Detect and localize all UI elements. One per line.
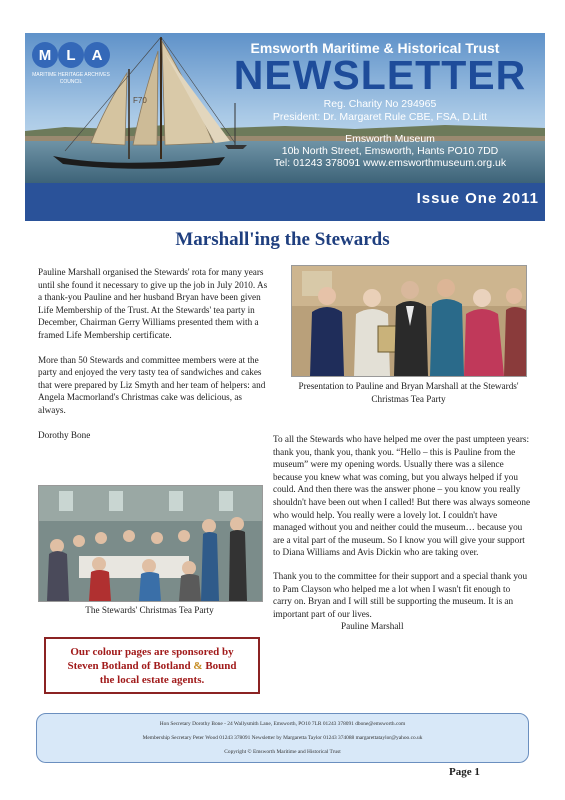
paragraph: Pauline Marshall organised the Stewards' rota for many years until she found it necessary to give up the job in July 2010. As a thank-you Pauline and her husband Bryan have been given Life Membership of the Trust. At the Stewards' tea party in December, Chairman Gerry Williams presented them with a framed Life Membership certificate. [38,267,268,340]
sponsor-ampersand: & [193,660,203,672]
footer-secretary: Hon Secretary Dorothy Bone - 24 Wallysmith Lane, Emsworth, PO10 7LR 01243 378091 dbone@emsworth.com [159,721,406,727]
article-right-column [273,433,531,633]
paragraph: To all the Stewards who have helped me over the past umpteen years: thank you, thank you, thank you. “Hello – this is Pauline from the museum” were my opening words. Usually there was a silence because you knew what was coming, but you always helped if you could. And then there was the answer phone – you know you really shouldn't have been out when I called! But there was always someone who would help. You really were a lovely lot. I couldn't have managed without you and neither could the museum… because you are a vital part of the museum. So I know you will give your support to Diana Williams and Avis Dickin who are taking over. [273,434,531,558]
author-signature: Dorothy Bone [38,429,91,440]
logo-subtitle: MARITIME HERITAGE ARCHIVES [32,72,110,78]
sponsor-box [44,637,260,694]
paragraph: Thank you to the committee for their support and a special thank you to Pam Clayson who helped me a lot when I wasn't fit enough to carry on. Bryan and I will still be supporting the museum. It is an important part of our lives. [273,570,528,619]
author-signature: Pauline Marshall [341,621,404,632]
sail-number: F70 [133,96,147,105]
photo-caption: The Stewards' Christmas Tea Party [85,605,214,615]
article-headline: Marshall'ing the Stewards [175,229,390,250]
logo-letter: A [91,47,103,64]
logo-subtitle-2: COUNCIL [59,79,83,85]
museum-contact: Tel: 01243 378091 www.emsworthmuseum.org.uk [273,157,507,169]
sponsor-line [46,659,258,673]
logo-letter: M [38,47,52,64]
museum-address: 10b North Street, Emsworth, Hants PO10 7DD [281,145,499,157]
issue-label: Issue One 2011 [416,190,539,207]
sponsor-line: the local estate agents. [99,674,205,686]
charity-number: Reg. Charity No 294965 [323,98,437,110]
photo-caption: Presentation to Pauline and Bryan Marshall at the Stewards' Christmas Tea Party [298,381,519,404]
footer-copyright: Copyright © Emsworth Maritime and Historical Trust [224,749,341,755]
page-number: Page 1 [449,766,480,778]
president-line: President: Dr. Margaret Rule CBE, FSA, D.Litt [272,111,488,123]
paragraph: More than 50 Stewards and committee members were at the party and enjoyed the very tasty tea of sandwiches and cakes that were prepared by Liz Smyth and her team of helpers: and Angela Macmorland's Christmas cake was delicious, as always. [38,354,266,415]
sponsor-name-end: Bound [202,660,237,672]
sponsor-name: Steven Botland of Botland [67,660,194,672]
footer-membership: Membership Secretary Peter Wood 01243 378091 Newsletter by Margaretta Taylor 01243 374088 margarettataylor@yahoo.co.uk [142,735,423,741]
newsletter-title: NEWSLETTER [233,52,527,98]
tea-party-photo [38,485,263,602]
presentation-photo [291,265,527,377]
article-left-column [38,266,270,453]
museum-name: Emsworth Museum [345,133,435,145]
logo-letter: L [66,47,76,64]
sponsor-line: Our colour pages are sponsored by [70,646,234,658]
trust-name: Emsworth Maritime & Historical Trust [250,40,500,56]
